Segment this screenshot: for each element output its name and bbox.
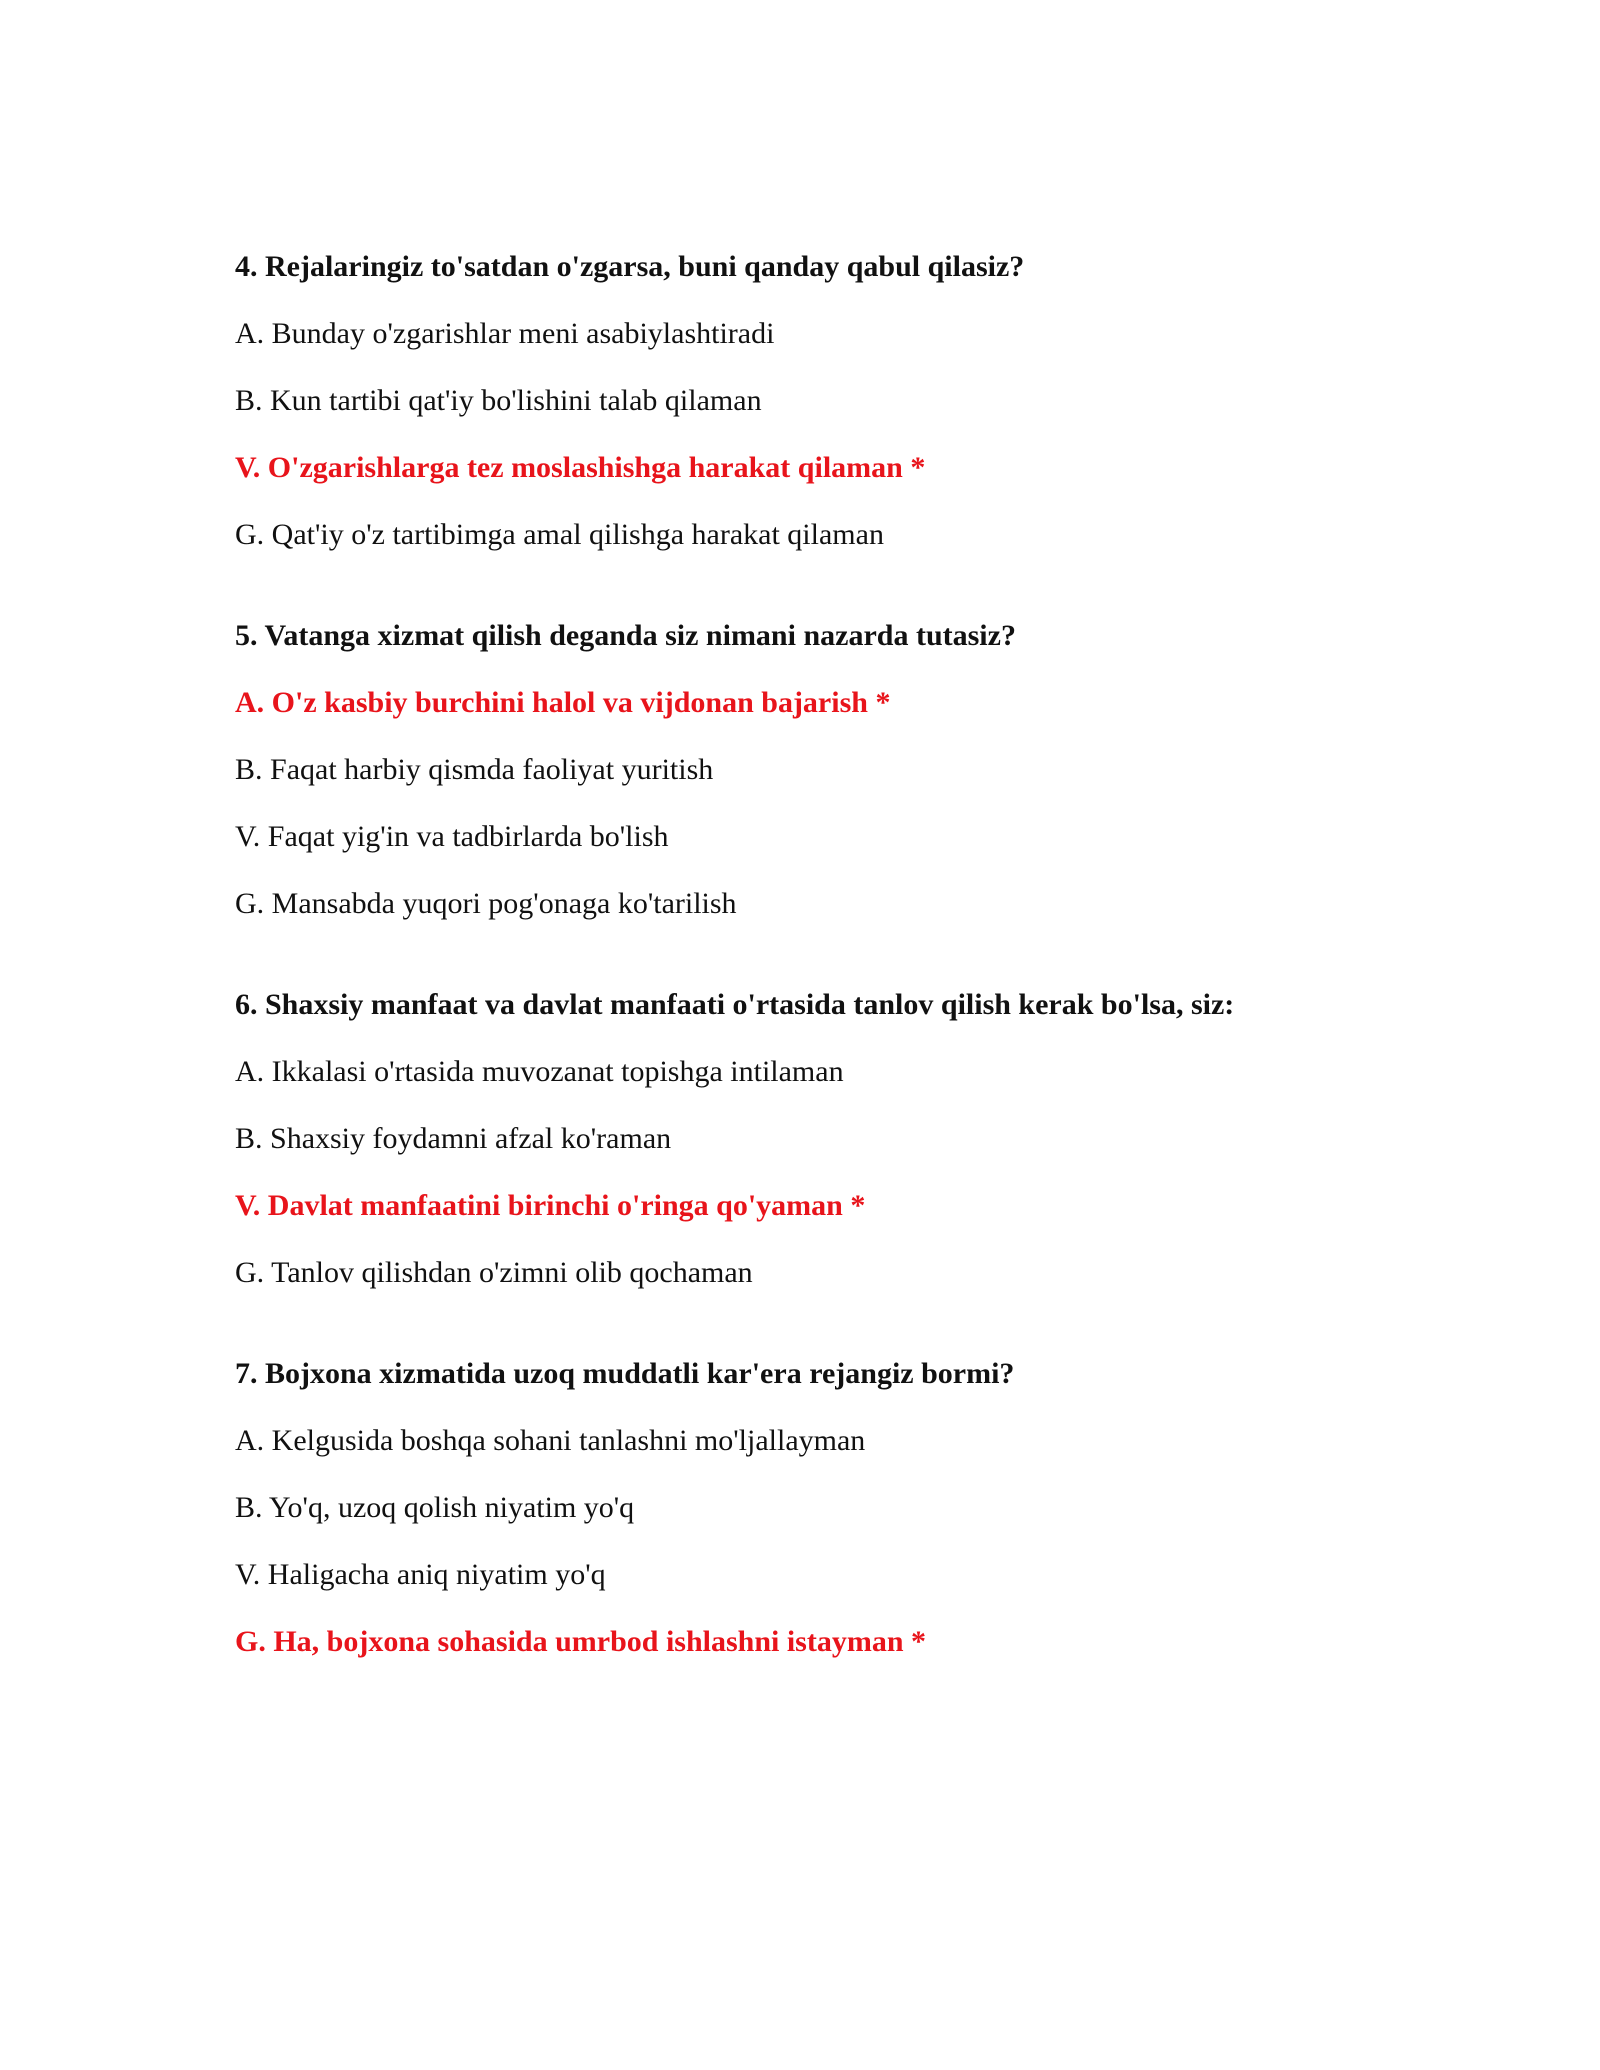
question-title: 7. Bojxona xizmatida uzoq muddatli kar'era rejangiz bormi? [235, 1357, 1015, 1390]
answer-option: G. Tanlov qilishdan o'zimni olib qochaman [235, 1256, 753, 1289]
answer-option-correct: G. Ha, bojxona sohasida umrbod ishlashni istayman * [235, 1625, 927, 1658]
answer-option: B. Faqat harbiy qismda faoliyat yuritish [235, 753, 714, 786]
answer-option-correct: A. O'z kasbiy burchini halol va vijdonan bajarish * [235, 686, 891, 719]
question-title: 4. Rejalaringiz to'satdan o'zgarsa, buni qanday qabul qilasiz? [235, 250, 1025, 283]
question-title: 5. Vatanga xizmat qilish deganda siz nimani nazarda tutasiz? [235, 619, 1016, 652]
answer-option: B. Yo'q, uzoq qolish niyatim yo'q [235, 1491, 635, 1524]
answer-option-correct: V. Davlat manfaatini birinchi o'ringa qo'yaman * [235, 1189, 866, 1222]
answer-option: V. Haligacha aniq niyatim yo'q [235, 1558, 606, 1591]
question-block-5 [235, 619, 1535, 921]
answer-option: A. Kelgusida boshqa sohani tanlashni mo'ljallayman [235, 1424, 866, 1457]
document-page [235, 250, 1535, 1726]
answer-option: G. Mansabda yuqori pog'onaga ko'tarilish [235, 887, 737, 920]
question-title: 6. Shaxsiy manfaat va davlat manfaati o'rtasida tanlov qilish kerak bo'lsa, siz: [235, 988, 1235, 1021]
answer-option: B. Shaxsiy foydamni afzal ko'raman [235, 1122, 672, 1155]
question-block-7 [235, 1357, 1535, 1659]
question-block-4 [235, 250, 1535, 552]
answer-option: V. Faqat yig'in va tadbirlarda bo'lish [235, 820, 669, 853]
answer-option-correct: V. O'zgarishlarga tez moslashishga harakat qilaman * [235, 451, 926, 484]
answer-option: G. Qat'iy o'z tartibimga amal qilishga harakat qilaman [235, 518, 884, 551]
answer-option: A. Ikkalasi o'rtasida muvozanat topishga intilaman [235, 1055, 844, 1088]
answer-option: A. Bunday o'zgarishlar meni asabiylashtiradi [235, 317, 775, 350]
answer-option: B. Kun tartibi qat'iy bo'lishini talab qilaman [235, 384, 762, 417]
question-block-6 [235, 988, 1535, 1290]
